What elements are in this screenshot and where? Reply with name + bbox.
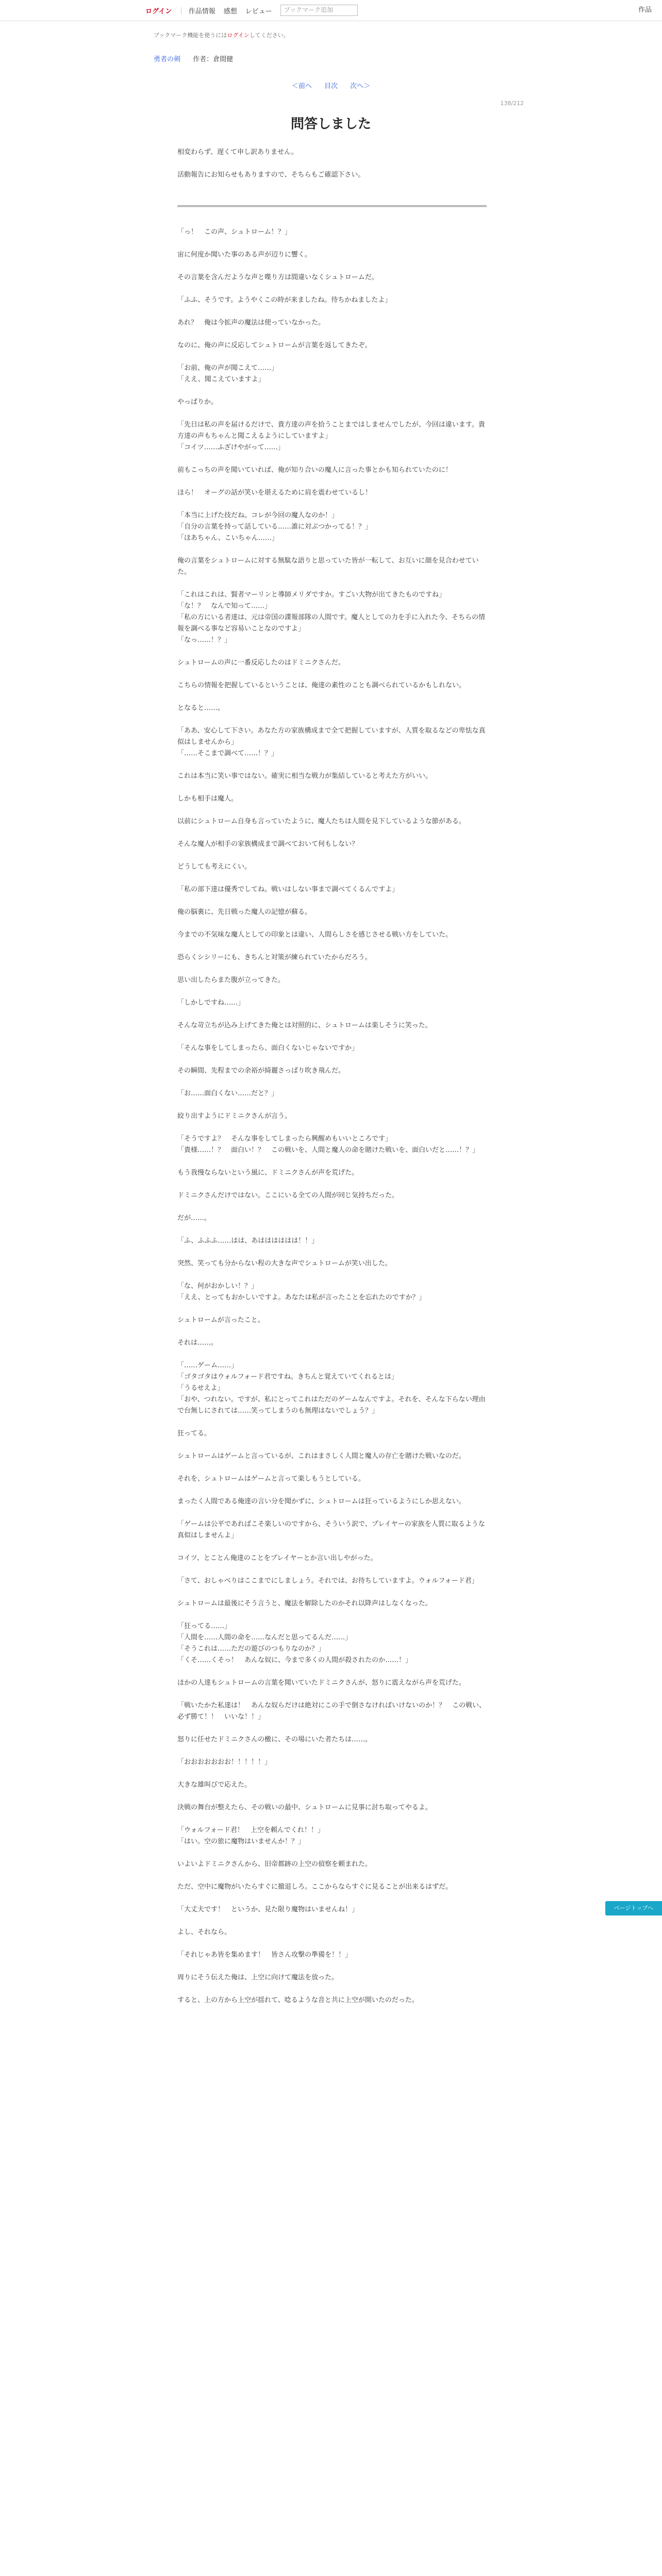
novel-paragraph: ほら！ オーグの話が笑いを堪えるために肩を震わせているし！ — [177, 489, 372, 497]
novel-paragraph: いよいよドミニクさんから、旧帝都跡の上空の偵察を頼まれた。 — [177, 1860, 372, 1868]
novel-paragraph: シュトロームの声に一番反応したのはドミニクさんだ。 — [177, 659, 345, 667]
novel-paragraph: 以前にシュトローム自身も言っていたように、魔人たちは人間を見下しているような節がある。 — [177, 818, 466, 825]
novel-paragraph: 「しかしですね……」 — [177, 999, 245, 1007]
novel-paragraph: 「それじゃあ皆を集めます！ 皆さん攻撃の準備を！！」 — [177, 1951, 352, 1959]
novel-paragraph: シュトロームが言ったこと。 — [177, 1316, 264, 1324]
novel-paragraph: 思い出したらまた腹が立ってきた。 — [177, 976, 285, 984]
novel-paragraph: 大きな雄叫びで応えた。 — [177, 1781, 252, 1789]
novel-paragraph: 突然、笑っても分からない程の大きな声でシュトロームが笑い出した。 — [177, 1260, 392, 1267]
novel-paragraph: 俺の脳裏に、先日戦った魔人の記憶が蘇る。 — [177, 908, 312, 916]
nav-impressions[interactable]: 感想 — [223, 7, 237, 15]
novel-paragraph: よし、それなら。 — [177, 1928, 231, 1936]
bookmark-notice-before: ブックマーク機能を使うには — [154, 32, 227, 39]
novel-paragraph: だが……。 — [177, 1214, 211, 1222]
novel-paragraph: まったく人間である俺達の言い分を聞かずに、シュトロームは狂っているようにしか思えない。 — [177, 1498, 466, 1505]
foreword — [177, 146, 487, 192]
novel-paragraph: 「な、何がおかしい！？」 「ええ、とってもおかしいですよ。あなたは私が言ったことを忘れたのですか？」 — [177, 1282, 426, 1301]
author-label: 作者：倉間健 — [193, 56, 234, 63]
novel-paragraph: これは本当に笑い事ではない。確実に相当な戦力が集結していると考えた方がいい。 — [177, 772, 433, 780]
foreword-line: 相変わらず、遅くて申し訳ありません。 — [177, 148, 298, 156]
novel-paragraph: 「……ゲーム……」 「ゴタゴタはウォルフォード君ですね。きちんと覚えていてくれるとは」 「うるせえよ」 「おや、つれない。ですが、私にとってこれはただのゲームなんですよ。それを、そんな下らない理由で台無しにされては……笑ってしまうのも無理はないでしょう？」 — [177, 1362, 486, 1415]
novel-paragraph: すると、上の方から上空が揺れて、唸るような音と共に上空が開いたのだった。 — [177, 1996, 419, 2004]
bookmark-add-field[interactable]: ブックマーク追加 — [280, 5, 358, 16]
novel-paragraph: 「先日は私の声を届けるだけで、貴方達の声を拾うことまではしませんでしたが、今回は違います。貴方達の声もちゃんと聞こえるようにしていますよ」 「コイツ……ふざけやがって……」 — [177, 421, 485, 451]
novel-paragraph: 「さて、おしゃべりはここまでにしましょう。それでは、お待ちしていますよ。ウォルフォード君」 — [177, 1577, 478, 1585]
novel-paragraph: そんな苛立ちが込み上げてきた俺とは対照的に、シュトロームは楽しそうに笑った。 — [177, 1022, 432, 1029]
novel-paragraph: それは……。 — [177, 1339, 218, 1347]
nav-separator: | — [180, 6, 183, 14]
divider — [177, 205, 487, 207]
novel-paragraph: 宙に何度か聞いた事のある声が辺りに響く。 — [177, 251, 311, 259]
novel-paragraph: どうしても考えにくい。 — [177, 863, 252, 871]
chapter-title: 問答しました — [290, 116, 371, 132]
novel-paragraph: それを、シュトロームはゲームと言って楽しもうとしている。 — [177, 1475, 365, 1483]
novel-paragraph: 周りにそう伝えた俺は、上空に向けて魔法を放った。 — [177, 1974, 339, 1981]
novel-paragraph: もう我慢ならないという風に、ドミニクさんが声を荒げた。 — [177, 1169, 359, 1177]
next-link[interactable]: 次へ＞ — [350, 82, 371, 90]
novel-paragraph: 「ふ、ふふふ……はは、あはははははは！！」 — [177, 1237, 319, 1245]
page-top-tab[interactable]: ページトップへ — [605, 1901, 662, 1916]
novel-paragraph: やっぱりか。 — [177, 398, 218, 406]
series-line — [154, 54, 233, 63]
novel-paragraph: なのに、俺の声に反応してシュトロームが言葉を返してきたぞ。 — [177, 342, 372, 349]
novel-paragraph: シュトロームは最後にそう言うと、魔法を解除したのかそれ以降声はしなくなった。 — [177, 1600, 432, 1607]
prev-link[interactable]: ＜前へ — [291, 82, 312, 90]
novel-paragraph: 恐らくシシリーにも、きちんと対策が練られていたからだろう。 — [177, 954, 372, 961]
novel-paragraph: 「狂ってる……」 「人間を……人間の命を……なんだと思ってるんだ……」 「そうこれは……ただの遊びのつもりなのか？」 「くそ……くそっ！ あんな奴に、今まで多くの人間が殺されたのか……！」 — [177, 1622, 412, 1664]
novel-paragraph: 俺の言葉をシュトロームに対する無駄な語りと思っていた皆が一転して、お互いに顔を見合わせていた。 — [177, 557, 479, 576]
novel-paragraph: 「ああ、安心して下さい。あなた方の家族構成まで全て把握していますが、人質を取るなどの卑怯な真似はしませんから」 「……そこまで調べて……！？」 — [177, 727, 486, 757]
novel-paragraph: 今までの不気味な魔人としての印象とは違い、人間らしさを感じさせる戦い方をしていた。 — [177, 931, 453, 939]
novel-body — [177, 227, 487, 2018]
novel-paragraph: 絞り出すようにドミニクさんが言う。 — [177, 1112, 292, 1120]
novel-paragraph: 狂ってる。 — [177, 1430, 211, 1437]
novel-paragraph: 「私の部下達は優秀でしてね。戦いはしない事まで調べてくるんですよ」 — [177, 886, 399, 893]
series-title-link[interactable]: 勇者の剣 — [154, 56, 181, 63]
top-bar — [0, 0, 662, 21]
novel-paragraph: ただ、空中に魔物がいたらすぐに撤退しろ。ここからならすぐに見ることが出来るはずだ。 — [177, 1883, 453, 1891]
novel-paragraph: 「ウォルフォード君！ 上空を頼んでくれ！！」 「はい。空の旅に魔物はいませんか！？」 — [177, 1826, 324, 1845]
novel-paragraph: 「お前、俺の声が聞こえて……」 「ええ、聞こえていますよ」 — [177, 364, 278, 383]
novel-paragraph: 「これはこれは、賢者マーリンと導師メリダですか。すごい大物が出てきたものですね」 「な！？ なんで知って……」 「私の方にいる者達は、元は帝国の諜報部隊の人間です。魔人としての力を手に入れた今、そちらの情報を調べる事など容易いことなのですよ」 「なっ……！？」 — [177, 591, 485, 644]
bookmark-notice-after: してください。 — [249, 32, 289, 39]
nav-reviews[interactable]: レビュー — [245, 7, 272, 15]
novel-paragraph: 「おおおおおおお！！！！！」 — [177, 1758, 272, 1766]
pager-top — [0, 80, 662, 90]
novel-paragraph: シュトロームはゲームと言っているが、これはまさしく人間と魔人の存亡を賭けた戦いなのだ。 — [177, 1452, 466, 1460]
novel-paragraph: 「ふふ、そうです。ようやくこの時が来ましたね。待ちかねましたよ」 — [177, 296, 392, 304]
novel-paragraph: そんな魔人が相手の家族構成まで調べておいて何もしない？ — [177, 840, 359, 848]
novel-paragraph: 「大丈夫です！ というか、見た限り魔物はいませんね！」 — [177, 1906, 359, 1913]
foreword-line: 活動報告にお知らせもありますので、そちらもご確認下さい。 — [177, 171, 365, 179]
novel-paragraph: 「ゲームは公平であればこそ楽しいのですから、そういう訳で、プレイヤーの家族を人質に取るような真似はしませんよ」 — [177, 1520, 485, 1539]
novel-paragraph: ほかの人達もシュトロームの言葉を聞いていたドミニクさんが、怒りに震えながら声を荒げた。 — [177, 1679, 466, 1687]
top-right-link[interactable]: 作品 — [638, 6, 652, 14]
novel-paragraph: 「お……面白くない……だと？」 — [177, 1090, 278, 1097]
top-nav — [145, 4, 358, 16]
novel-paragraph: コイツ、とことん俺達のことをプレイヤーとか言い出しやがった。 — [177, 1554, 377, 1562]
novel-paragraph: 「そんな事をしてしまったら、面白くないじゃないですか」 — [177, 1044, 359, 1052]
novel-paragraph: あれ？ 俺は今拡声の魔法は使っていなかった。 — [177, 319, 325, 327]
novel-paragraph: こちらの情報を把握しているということは、俺達の素性のことも調べられているかもしれない。 — [177, 682, 466, 689]
novel-paragraph: ドミニクさんだけではない。ここにいる全ての人間が同じ気持ちだった。 — [177, 1192, 399, 1199]
page-number: 138/212 — [500, 100, 524, 107]
novel-paragraph: 「本当に上げた技だね。コレが今回の魔人なのか！」 「自分の言葉を持って話している……誰に対ぶつかってる！？」 「ほあちゃん、こいちゃん……」 — [177, 512, 372, 542]
novel-paragraph: 決戦の舞台が整えたら、その戦いの最中、シュトロームに見事に討ち取ってやるよ。 — [177, 1804, 432, 1811]
novel-paragraph: 怒りに任せたドミニクさんの檄に、その場にいた者たちは……。 — [177, 1736, 372, 1743]
novel-paragraph: 「っ！ この声、シュトローム！？」 — [177, 228, 291, 236]
novel-paragraph: しかも相手は魔人。 — [177, 795, 238, 803]
novel-paragraph: 「戦いたかた私達は！ あんな奴らだけは絶対にこの手で倒さなければいけないのか！？ この戦い、必ず勝て！！ いいな！！」 — [177, 1702, 486, 1721]
novel-paragraph: となると……。 — [177, 704, 225, 712]
novel-paragraph: その言葉を含んだような声と喋り方は間違いなくシュトロームだ。 — [177, 274, 378, 281]
novel-paragraph: その瞬間、先程までの余裕が綺麗さっぱり吹き飛んだ。 — [177, 1067, 345, 1075]
bookmark-notice-login-link[interactable]: ログイン — [227, 32, 250, 39]
toc-link[interactable]: 目次 — [324, 82, 338, 90]
novel-paragraph: 前もこっちの声を聞いていれば、俺が知り合いの魔人に言った事とかも知られていたのに！ — [177, 466, 452, 474]
bookmark-notice — [154, 31, 289, 39]
novel-paragraph: 「そうですよ？ そんな事をしてしまったら興醒めもいいところです」 「貴様……！？ 面白い！？ この戦いを、人間と魔人の命を賭けた戦いを、面白いだと……！？」 — [177, 1135, 479, 1154]
nav-work-info[interactable]: 作品情報 — [188, 7, 216, 15]
login-link[interactable]: ログイン — [145, 7, 172, 15]
